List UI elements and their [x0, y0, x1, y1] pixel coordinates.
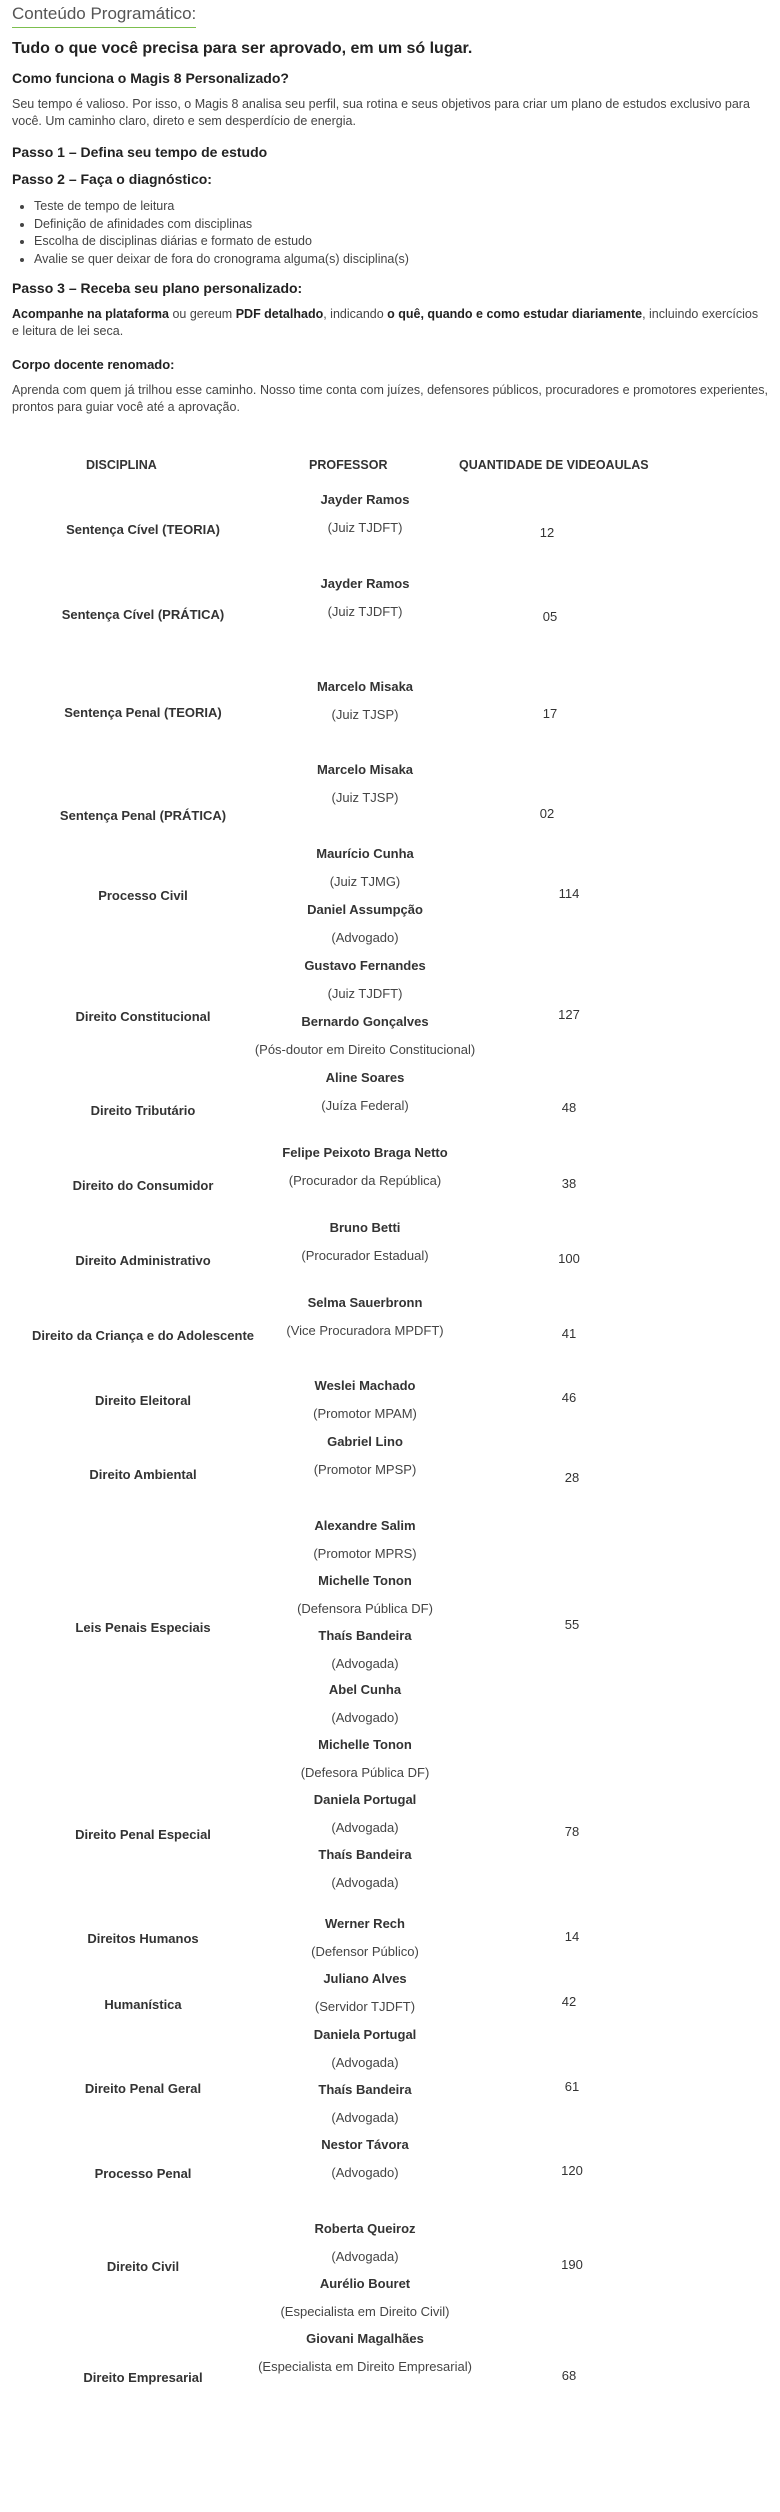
discipline-cell: Direito Penal Especial: [75, 1827, 211, 1842]
discipline-cell: Direito Eleitoral: [94, 1393, 192, 1408]
professor-name: Nestor Távora: [321, 2137, 409, 2152]
professor-role: (Juiz TJDFT): [327, 604, 403, 619]
quantity-cell: 12: [539, 525, 555, 540]
professor-name: Roberta Queiroz: [314, 2221, 416, 2236]
list-item: • Teste de tempo de leitura: [34, 198, 409, 216]
step-2-list: [12, 198, 409, 268]
professor-role: (Promotor MPAM): [313, 1406, 417, 1421]
quantity-cell: 48: [561, 1100, 577, 1115]
professor-role: (Advogada): [331, 2110, 399, 2125]
section-title: Conteúdo Programático:: [12, 4, 196, 28]
quantity-cell: 190: [561, 2257, 583, 2272]
professor-role: (Especialista em Direito Civil): [280, 2304, 450, 2319]
quantity-cell: 28: [564, 1470, 580, 1485]
professor-cell: [225, 2330, 505, 2376]
professor-role: (Advogado): [331, 2165, 399, 2180]
discipline-cell: Sentença Cível (PRÁTICA): [61, 607, 225, 622]
professor-role: (Juiz TJSP): [331, 707, 399, 722]
professor-role: (Especialista em Direito Empresarial): [258, 2359, 472, 2374]
professor-role: (Advogado): [331, 1710, 399, 1725]
quantity-cell: 46: [561, 1390, 577, 1405]
professor-name: Thaís Bandeira: [318, 1628, 412, 1643]
professor-name: Abel Cunha: [328, 1682, 402, 1697]
professor-cell: [225, 1294, 505, 1340]
professor-name: Bruno Betti: [329, 1220, 401, 1235]
professor-name: Marcelo Misaka: [316, 762, 414, 777]
discipline-cell: Sentença Penal (TEORIA): [64, 705, 222, 720]
professor-cell: [225, 491, 505, 537]
professor-cell: [225, 1970, 505, 2016]
quantity-cell: 05: [542, 609, 558, 624]
step-3-text-part-2: ou gereum: [168, 307, 236, 321]
professor-name: Daniel Assumpção: [307, 902, 423, 917]
professor-role: (Juiz TJMG): [329, 874, 401, 889]
step-3-text-bold-2: PDF detalhado: [235, 307, 324, 321]
discipline-cell: Direito Civil: [106, 2259, 180, 2274]
quantity-cell: 42: [561, 1994, 577, 2009]
discipline-cell: Sentença Penal (PRÁTICA): [59, 808, 227, 823]
professor-role: (Juiz TJDFT): [327, 520, 403, 535]
quantity-cell: 78: [564, 1824, 580, 1839]
professor-role: (Vice Procuradora MPDFT): [286, 1323, 444, 1338]
how-it-works-text: Seu tempo é valioso. Por isso, o Magis 8 analisa seu perfil, sua rotina e seus objetivos para criar um plano de estudos exclusivo para você. Um caminho claro, direto e sem desperdício de energia.: [12, 97, 750, 128]
professor-cell: [225, 1627, 505, 1673]
professor-cell: [225, 1846, 505, 1892]
professor-name: Michelle Tonon: [318, 1573, 412, 1588]
discipline-cell: Direito Administrativo: [75, 1253, 211, 1268]
professor-name: Jayder Ramos: [320, 576, 410, 591]
step-3-text-part-6: , incluindo exercícios e leitura de lei seca.: [12, 307, 759, 338]
professor-cell: [225, 1681, 505, 1727]
professor-cell: [225, 1736, 505, 1782]
column-header-professor: PROFESSOR: [309, 458, 388, 472]
discipline-cell: Direito Empresarial: [83, 2370, 203, 2385]
step-3-title: Passo 3 – Receba seu plano personalizado:: [12, 280, 303, 296]
professor-name: Gabriel Lino: [327, 1434, 403, 1449]
professor-name: Juliano Alves: [323, 1971, 407, 1986]
professor-name: Aline Soares: [325, 1070, 405, 1085]
professor-cell: [225, 1572, 505, 1618]
professor-role: (Defensora Pública DF): [297, 1601, 433, 1616]
step-1-title: Passo 1 – Defina seu tempo de estudo: [12, 144, 268, 160]
professor-role: (Advogada): [331, 2055, 399, 2070]
step-2-title: Passo 2 – Faça o diagnóstico:: [12, 171, 212, 187]
quantity-cell: 14: [564, 1929, 580, 1944]
quantity-cell: 17: [542, 706, 558, 721]
professor-role: (Procurador Estadual): [301, 1248, 429, 1263]
discipline-cell: Direitos Humanos: [87, 1931, 199, 1946]
professor-role: (Defensor Público): [311, 1944, 419, 1959]
quantity-cell: 100: [558, 1251, 580, 1266]
professor-cell: [225, 2136, 505, 2182]
discipline-cell: Direito do Consumidor: [72, 1178, 214, 1193]
professor-name: Werner Rech: [325, 1916, 405, 1931]
step-3-text-part-4: , indicando: [323, 307, 388, 321]
professor-cell: [225, 2081, 505, 2127]
professor-cell: [225, 1433, 505, 1479]
professor-role: (Defesora Pública DF): [300, 1765, 430, 1780]
discipline-cell: Humanística: [104, 1997, 182, 2012]
professor-name: Maurício Cunha: [316, 846, 414, 861]
professor-role: (Promotor MPSP): [313, 1462, 417, 1477]
column-header-discipline: DISCIPLINA: [86, 458, 157, 472]
professor-cell: [225, 678, 505, 724]
professor-cell: [225, 1915, 505, 1961]
quantity-cell: 114: [558, 886, 580, 901]
professor-name: Daniela Portugal: [313, 2027, 417, 2042]
professor-role: (Juiz TJSP): [331, 790, 399, 805]
professor-name: Gustavo Fernandes: [304, 958, 426, 973]
professor-cell: [225, 1219, 505, 1265]
quantity-cell: 68: [561, 2368, 577, 2383]
discipline-cell: Direito Tributário: [90, 1103, 196, 1118]
discipline-cell: Processo Civil: [98, 888, 188, 903]
professor-name: Felipe Peixoto Braga Netto: [282, 1145, 448, 1160]
faculty-text: Aprenda com quem já trilhou esse caminho. Nosso time conta com juízes, defensores públicos, procuradores e promotores experientes, prontos para guiar você até a aprovação.: [12, 383, 768, 414]
headline: Tudo o que você precisa para ser aprovado, em um só lugar.: [12, 40, 473, 57]
quantity-cell: 120: [561, 2163, 583, 2178]
professor-name: Weslei Machado: [314, 1378, 416, 1393]
professor-role: (Procurador da República): [288, 1173, 442, 1188]
professor-cell: [225, 2220, 505, 2266]
professor-name: Thaís Bandeira: [318, 2082, 412, 2097]
professor-role: (Pós-doutor em Direito Constitucional): [254, 1042, 476, 1057]
professor-cell: [225, 575, 505, 621]
professor-name: Giovani Magalhães: [306, 2331, 424, 2346]
faculty-title: Corpo docente renomado:: [12, 357, 175, 372]
step-3-text-bold-3: o quê, quando e como estudar diariamente: [387, 307, 643, 321]
professor-cell: [225, 1013, 505, 1059]
quantity-cell: 02: [539, 806, 555, 821]
column-header-quantity: QUANTIDADE DE VIDEOAULAS: [459, 458, 649, 472]
professor-role: (Juíza Federal): [321, 1098, 409, 1113]
professor-name: Daniela Portugal: [313, 1792, 417, 1807]
professor-role: (Advogada): [331, 2249, 399, 2264]
professor-cell: [225, 1377, 505, 1423]
professor-role: (Servidor TJDFT): [314, 1999, 416, 2014]
quantity-cell: 55: [564, 1617, 580, 1632]
professor-cell: [225, 2275, 505, 2321]
discipline-cell: Leis Penais Especiais: [75, 1620, 211, 1635]
professor-cell: [225, 901, 505, 947]
professor-name: Aurélio Bouret: [319, 2276, 411, 2291]
discipline-cell: Sentença Cível (TEORIA): [66, 522, 220, 537]
quantity-cell: 61: [564, 2079, 580, 2094]
quantity-cell: 38: [561, 1176, 577, 1191]
quantity-cell: 41: [561, 1326, 577, 1341]
discipline-cell: Direito Constitucional: [75, 1009, 211, 1024]
professor-cell: [225, 1791, 505, 1837]
professor-name: Marcelo Misaka: [316, 679, 414, 694]
discipline-cell: Direito da Criança e do Adolescente: [31, 1328, 255, 1343]
professor-name: Bernardo Gonçalves: [301, 1014, 429, 1029]
professor-cell: [225, 1069, 505, 1115]
professor-name: Jayder Ramos: [320, 492, 410, 507]
discipline-cell: Processo Penal: [94, 2166, 192, 2181]
professor-name: Alexandre Salim: [314, 1518, 416, 1533]
list-item: • Avalie se quer deixar de fora do cronograma alguma(s) disciplina(s): [34, 251, 409, 269]
professor-role: (Advogado): [331, 930, 399, 945]
professor-cell: [225, 845, 505, 891]
professor-name: Thaís Bandeira: [318, 1847, 412, 1862]
professor-role: (Advogada): [331, 1656, 399, 1671]
professor-cell: [225, 761, 505, 807]
professor-role: (Advogada): [331, 1820, 399, 1835]
professor-role: (Promotor MPRS): [313, 1546, 417, 1561]
discipline-cell: Direito Ambiental: [89, 1467, 197, 1482]
quantity-cell: 127: [558, 1007, 580, 1022]
list-item: • Escolha de disciplinas diárias e formato de estudo: [34, 233, 409, 251]
professor-name: Michelle Tonon: [318, 1737, 412, 1752]
professor-cell: [225, 1144, 505, 1190]
professor-cell: [225, 957, 505, 1003]
step-3-text-bold-1: Acompanhe na plataforma: [12, 307, 169, 321]
professor-name: Selma Sauerbronn: [307, 1295, 423, 1310]
how-it-works-title: Como funciona o Magis 8 Personalizado?: [12, 70, 289, 86]
step-3-text: [12, 306, 768, 340]
professor-cell: [225, 1517, 505, 1563]
discipline-cell: Direito Penal Geral: [84, 2081, 202, 2096]
professor-cell: [225, 2026, 505, 2072]
list-item: • Definição de afinidades com disciplinas: [34, 216, 409, 234]
professor-role: (Advogada): [331, 1875, 399, 1890]
professor-role: (Juiz TJDFT): [327, 986, 403, 1001]
